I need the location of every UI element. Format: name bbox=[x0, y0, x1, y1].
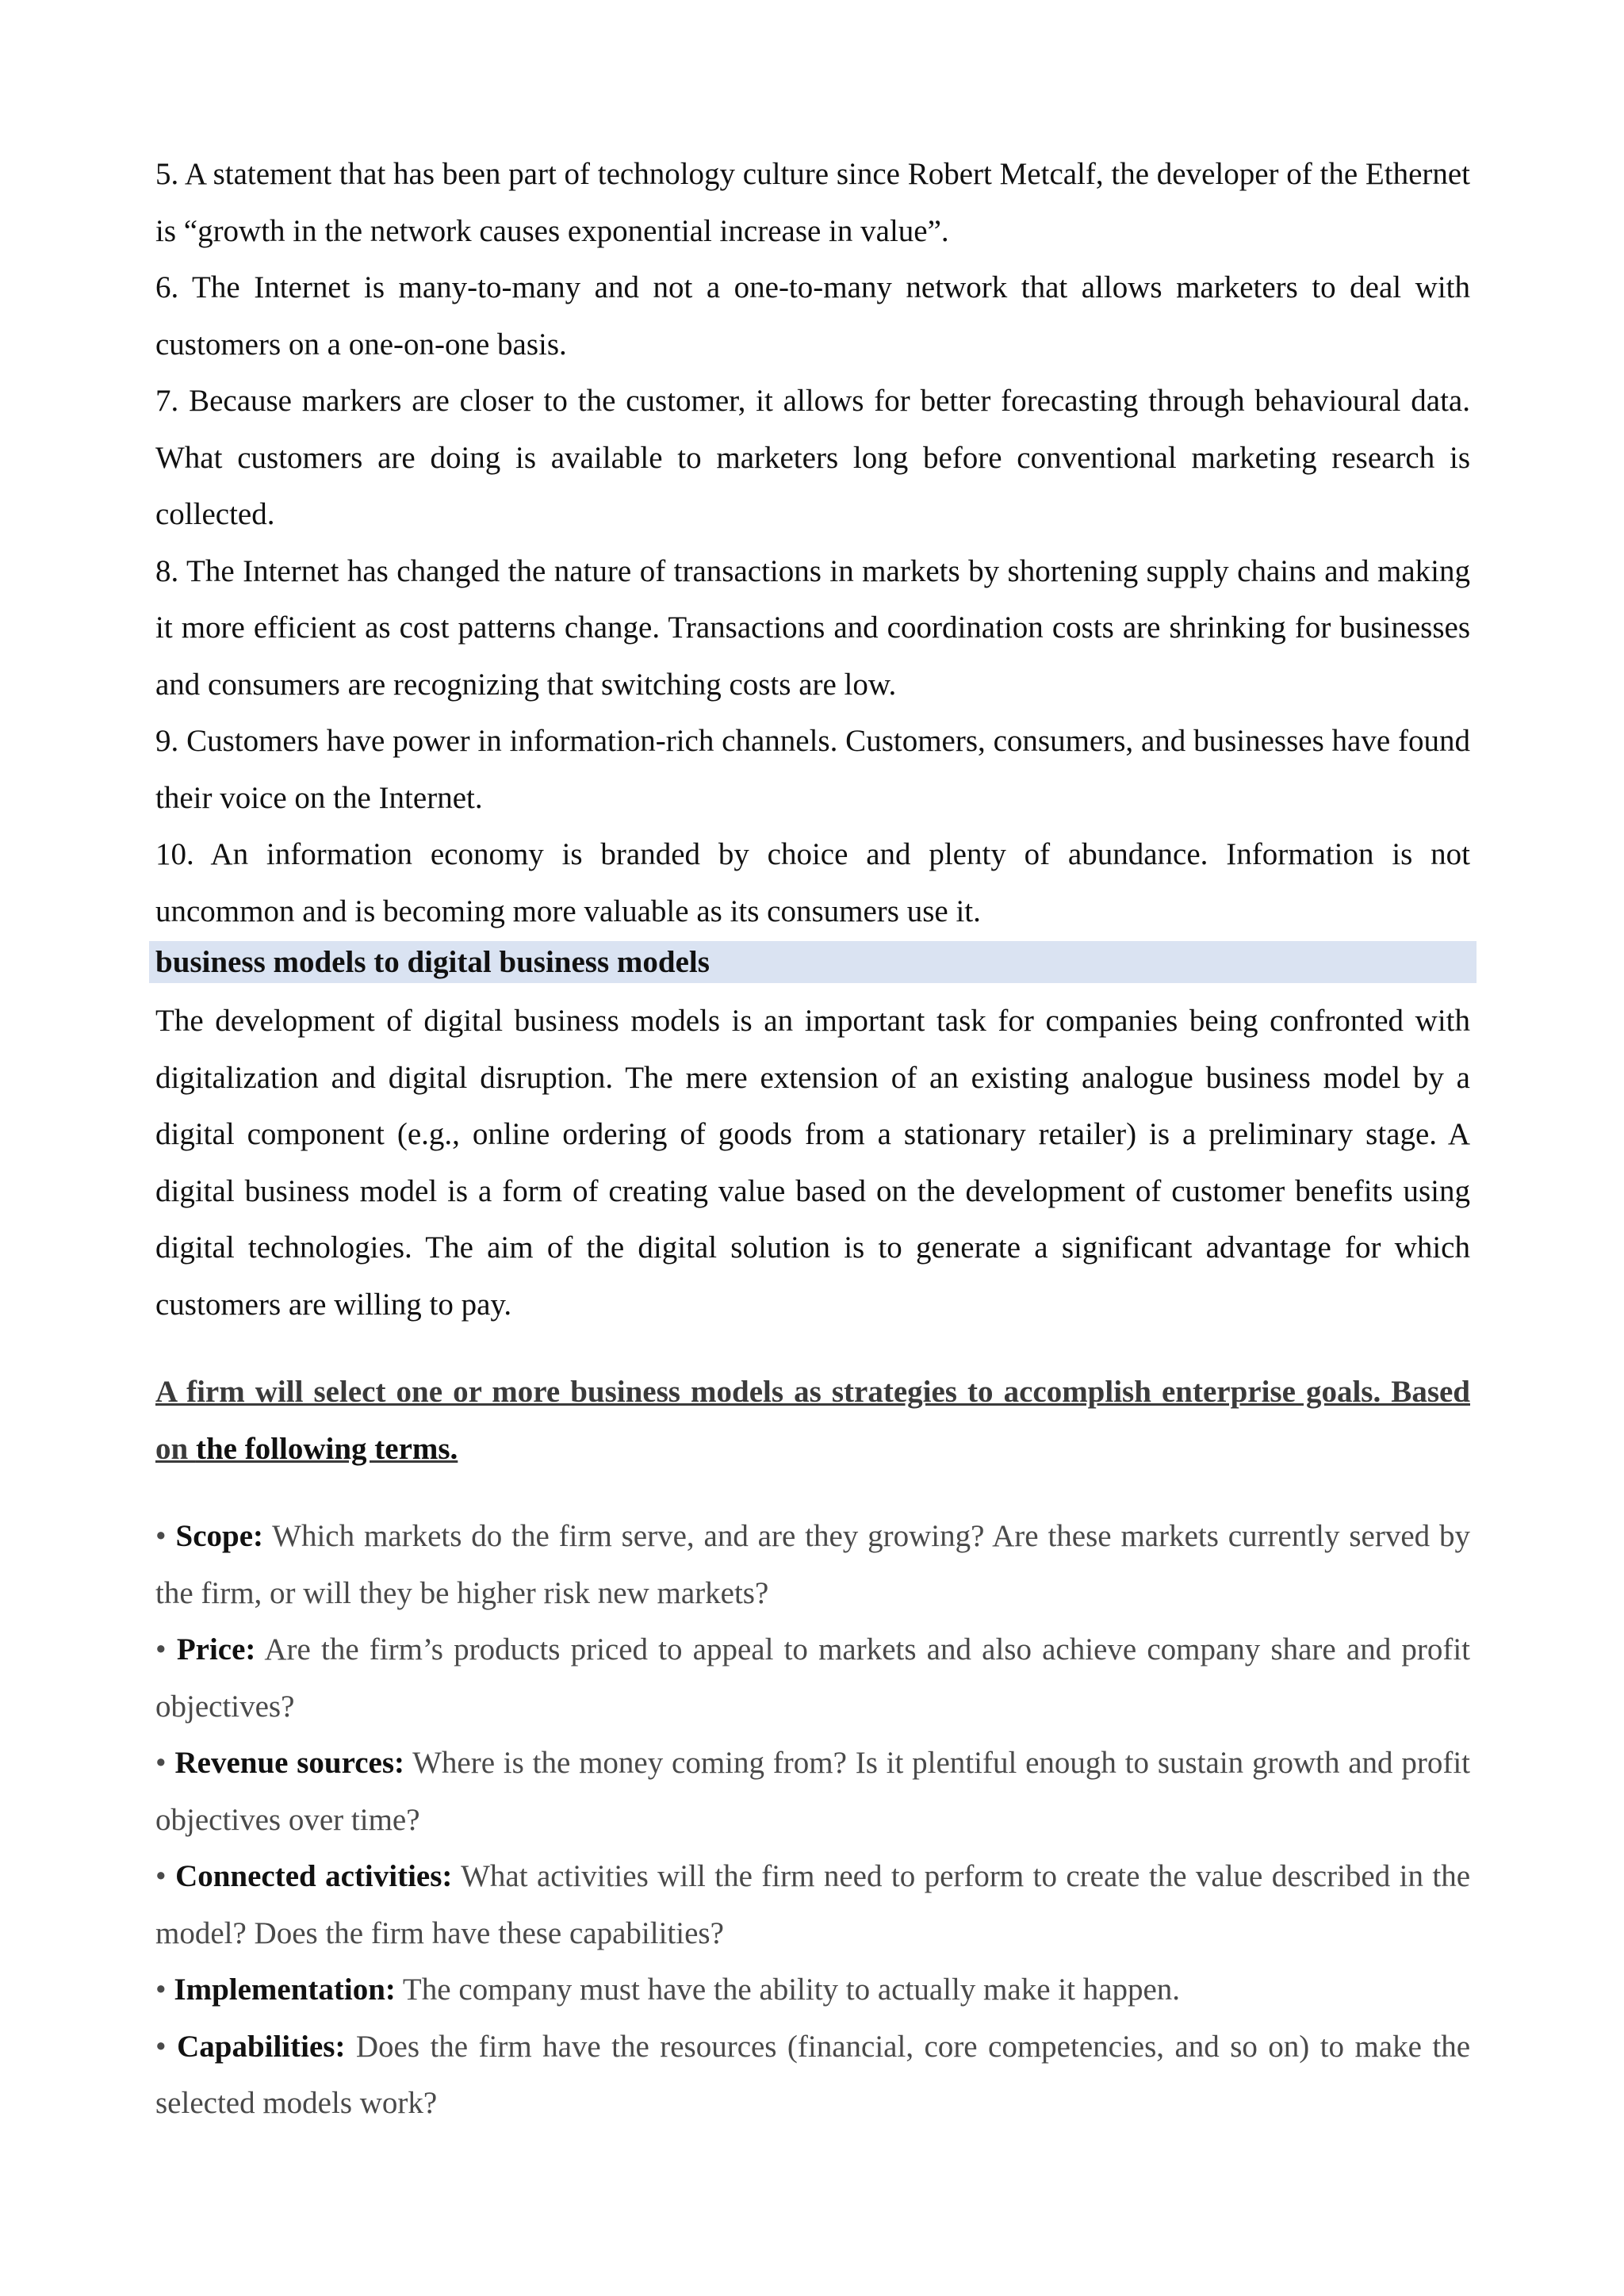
bullet-item-capabilities bbox=[155, 2019, 1470, 2132]
bullet-term: Connected activities: bbox=[175, 1859, 453, 1893]
numbered-point-7: 7. Because markers are closer to the customer, it allows for better forecasting through behavioural data. What customers are doing is available to marketers long before conventional marketing research is collected. bbox=[155, 384, 1470, 531]
bullet-symbol: • bbox=[155, 1973, 167, 2007]
bullet-text: The company must have the ability to actually make it happen. bbox=[395, 1973, 1181, 2007]
bullet-text: Does the firm have the resources (financial, core competencies, and so on) to make the selected models work? bbox=[155, 2029, 1471, 2120]
bullet-term: Scope: bbox=[175, 1519, 264, 1553]
bullet-term: Implementation: bbox=[174, 1973, 396, 2007]
numbered-point-5: 5. A statement that has been part of technology culture since Robert Metcalf, the developer of the Ethernet is “growth in the network causes exponential increase in value”. bbox=[155, 157, 1471, 248]
numbered-point-6: 6. The Internet is many-to-many and not a one-to-many network that allows marketers to deal with customers on a one-on-one basis. bbox=[155, 270, 1470, 362]
section-heading: business models to digital business models bbox=[149, 941, 1477, 983]
bullet-text: Which markets do the firm serve, and are they growing? Are these markets currently served by the firm, or will they be higher risk new markets? bbox=[155, 1519, 1471, 1610]
underlined-statement bbox=[155, 1364, 1470, 1477]
bullet-text: Are the firm’s products priced to appeal to markets and also achieve company share and profit objectives? bbox=[155, 1632, 1470, 1724]
bullet-term: Price: bbox=[176, 1632, 256, 1667]
numbered-point-9: 9. Customers have power in information-rich channels. Customers, consumers, and businesses have found their voice on the Internet. bbox=[155, 724, 1470, 815]
bullet-text: Where is the money coming from? Is it plentiful enough to sustain growth and profit objectives over time? bbox=[155, 1746, 1470, 1837]
bullet-symbol: • bbox=[155, 1519, 167, 1553]
bullet-item-price bbox=[155, 1621, 1470, 1735]
bullet-symbol: • bbox=[155, 1859, 167, 1893]
bullet-symbol: • bbox=[155, 1746, 167, 1780]
bullet-item-implementation bbox=[155, 1961, 1470, 2019]
numbered-point-10: 10. An information economy is branded by choice and plenty of abundance. Information is not uncommon and is becoming more valuable as its consumers use it. bbox=[155, 837, 1470, 928]
bullet-text: What activities will the firm need to perform to create the value described in the model? Does the firm have these capabilities? bbox=[155, 1859, 1470, 1950]
bullet-symbol: • bbox=[155, 2029, 167, 2064]
underlined-statement-part2: the following terms. bbox=[195, 1431, 458, 1466]
numbered-point-8: 8. The Internet has changed the nature of transactions in markets by shortening supply chains and making it more efficient as cost patterns change. Transactions and coordination costs are shrinking for businesses and consumers are recognizing that switching costs are low. bbox=[155, 553, 1470, 702]
bullet-item-connected-activities bbox=[155, 1848, 1470, 1961]
underlined-statement-part1: A firm will select one or more business models as strategies to accomplish enterprise goals. Based on bbox=[155, 1375, 1470, 1466]
bullet-item-scope bbox=[155, 1508, 1470, 1621]
document-page bbox=[155, 146, 1470, 2132]
intro-paragraph: The development of digital business models is an important task for companies being confronted with digitalization and digital disruption. The mere extension of an existing analogue business model by a digital component (e.g., online ordering of goods from a stationary retailer) is a preliminary stage. A digital business model is a form of creating value based on the development of customer benefits using digital technologies. The aim of the digital solution is to generate a significant advantage for which customers are willing to pay. bbox=[155, 1004, 1470, 1322]
bullet-item-revenue-sources bbox=[155, 1735, 1470, 1848]
bullet-term: Revenue sources: bbox=[174, 1746, 404, 1780]
bullet-term: Capabilities: bbox=[177, 2029, 346, 2064]
bullet-symbol: • bbox=[155, 1632, 167, 1667]
